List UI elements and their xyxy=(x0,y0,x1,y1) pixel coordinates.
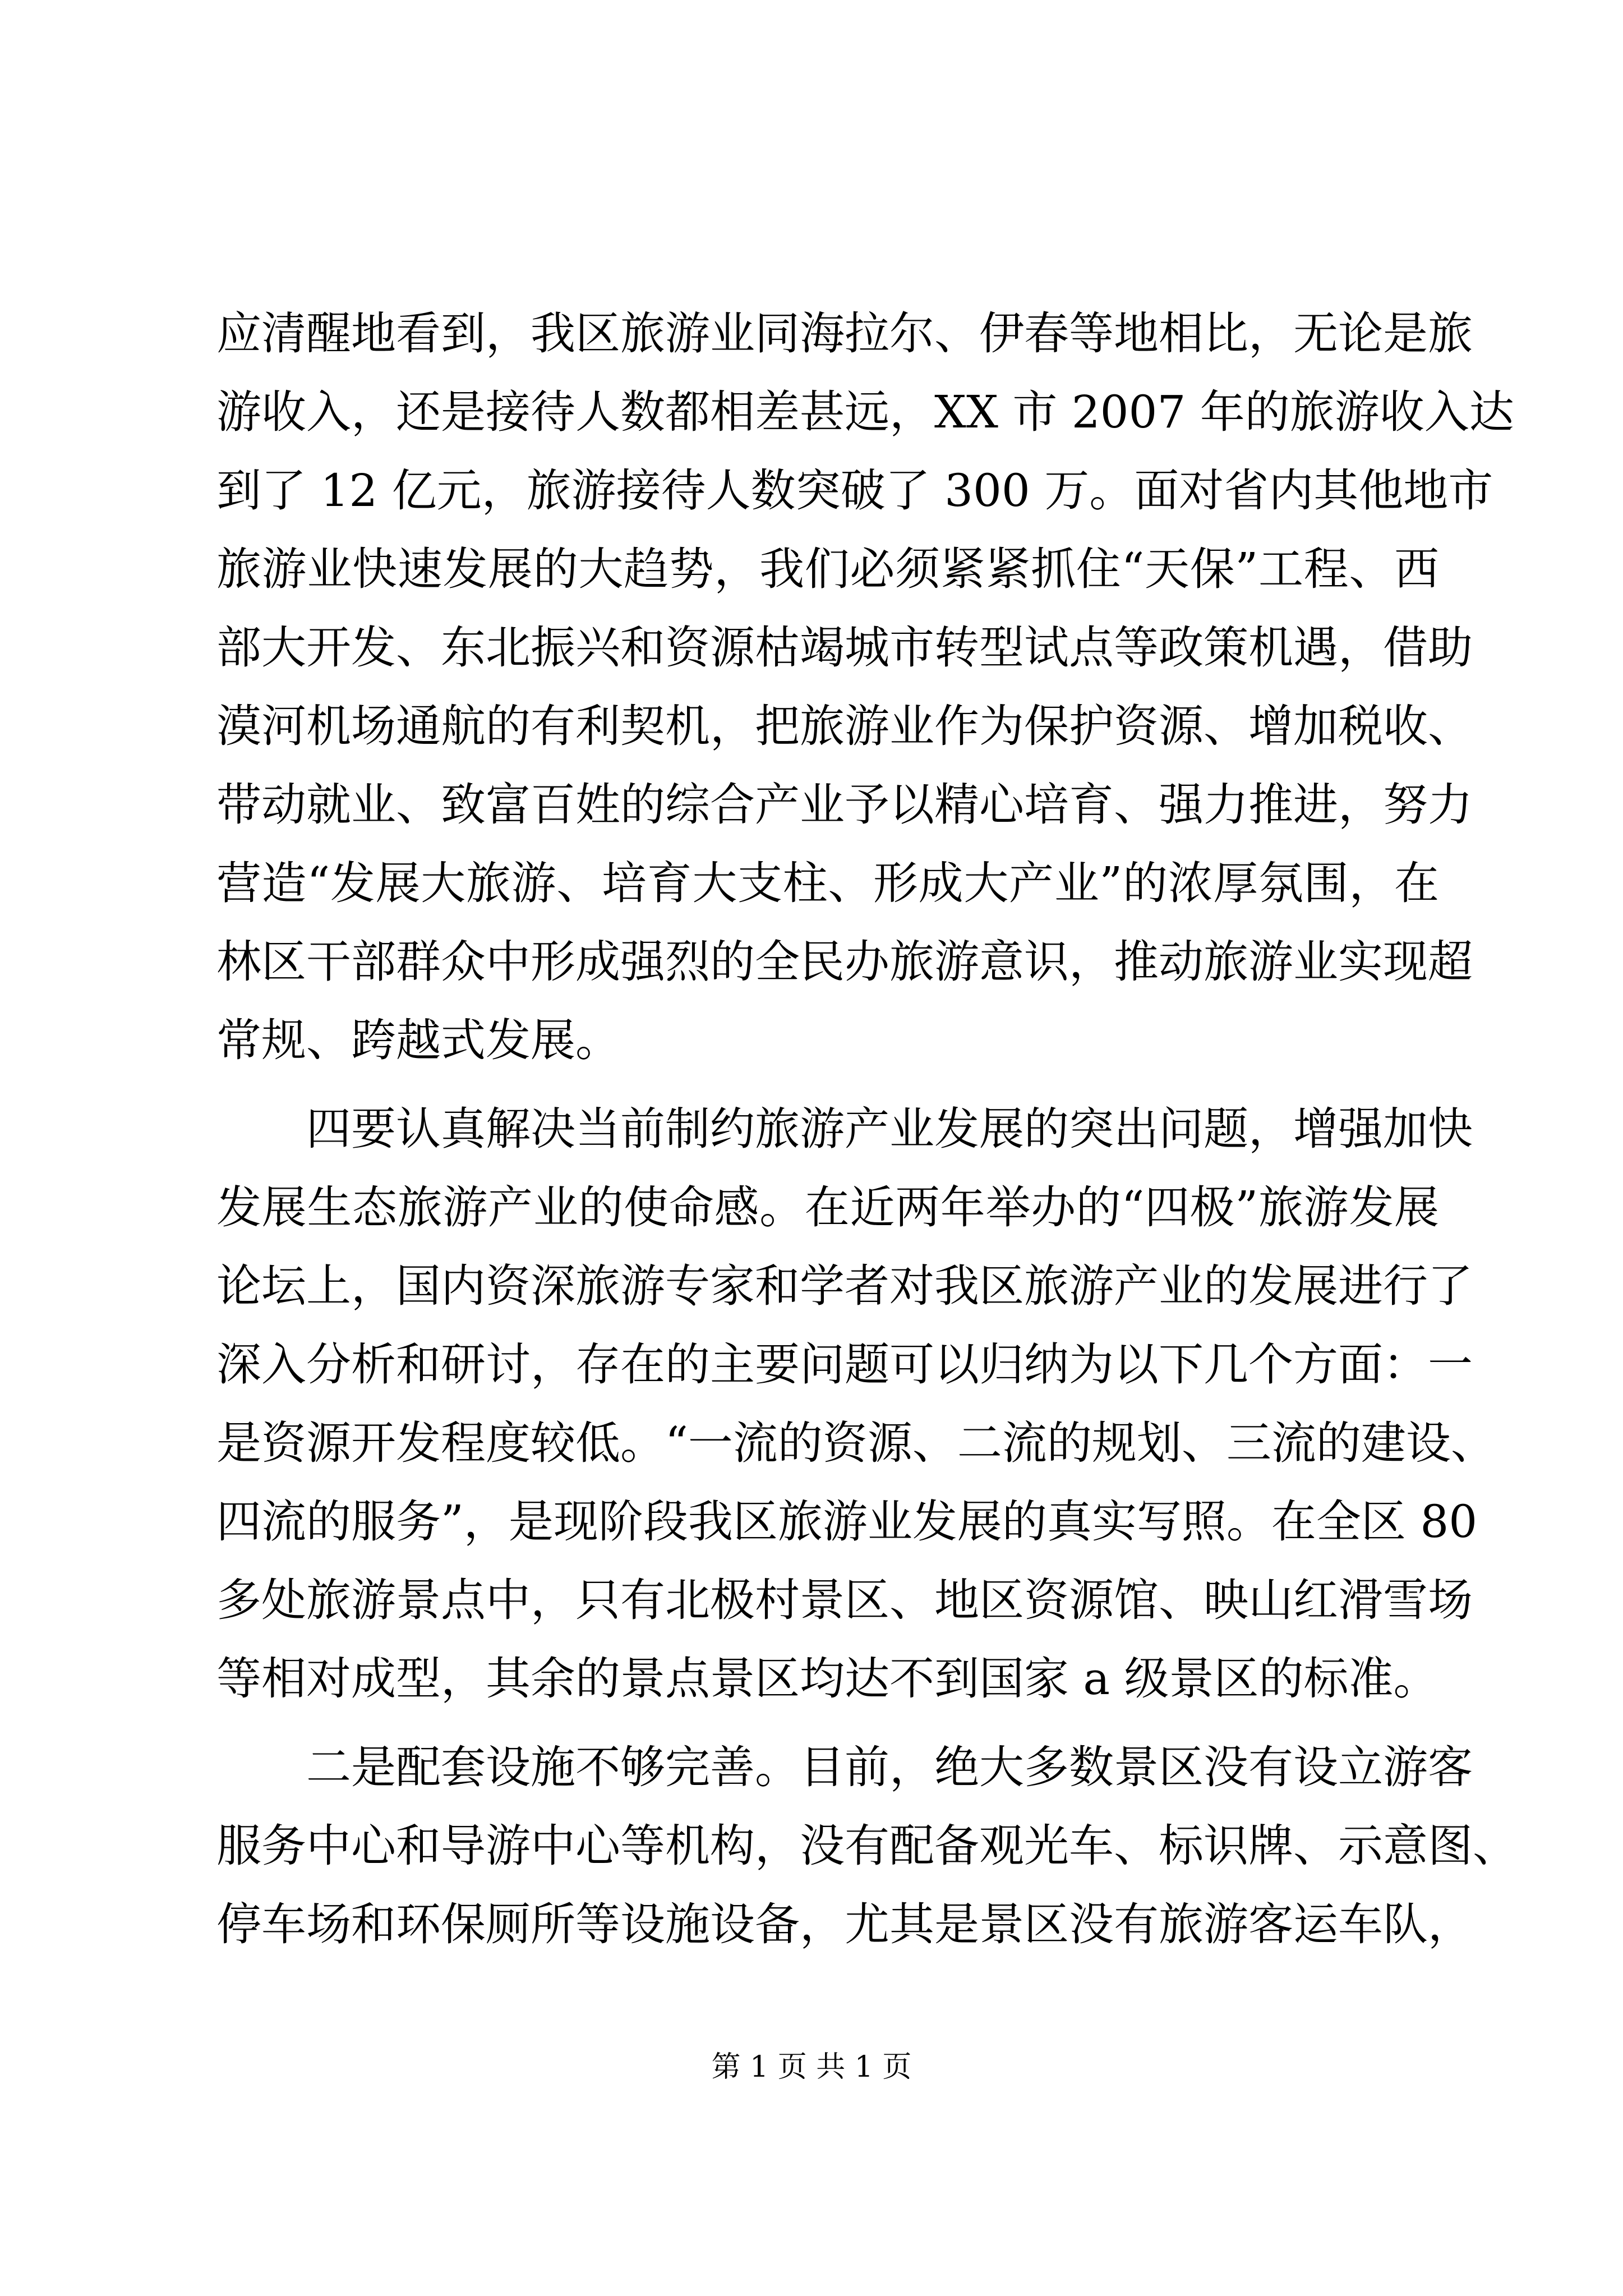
paragraph xyxy=(216,1090,1496,1718)
text-line: 多处旅游景点中，只有北极村景区、地区资源馆、映山红滑雪场 xyxy=(216,1574,1473,1626)
text-line: 四要认真解决当前制约旅游产业发展的突出问题，增强加快 xyxy=(306,1103,1473,1155)
text-line: 发展生态旅游产业的使命感。在近两年举办的“四极”旅游发展 xyxy=(216,1181,1439,1234)
text-line: 二是配套设施不够完善。目前，绝大多数景区没有设立游客 xyxy=(306,1741,1473,1793)
text-line: 停车场和环保厕所等设施设备，尤其是景区没有旅游客运车队， xyxy=(216,1898,1473,1950)
text-line: 深入分析和研讨，存在的主要问题可以归纳为以下几个方面：一 xyxy=(216,1338,1473,1391)
paragraph xyxy=(216,295,1514,1080)
text-line: 漠河机场通航的有利契机，把旅游业作为保护资源、增加税收、 xyxy=(216,700,1473,752)
text-line: 论坛上，国内资深旅游专家和学者对我区旅游产业的发展进行了 xyxy=(216,1260,1473,1312)
text-line: 是资源开发程度较低。“一流的资源、二流的规划、三流的建设、 xyxy=(216,1417,1496,1469)
text-line: 常规、跨越式发展。 xyxy=(216,1014,620,1066)
text-line: 部大开发、东北振兴和资源枯竭城市转型试点等政策机遇，借助 xyxy=(216,622,1473,674)
text-line: 到了 12 亿元，旅游接待人数突破了 300 万。面对省内其他地市 xyxy=(216,464,1493,517)
text-line: 营造“发展大旅游、培育大支柱、形成大产业”的浓厚氛围，在 xyxy=(216,857,1439,909)
document-body xyxy=(216,295,1518,1964)
paragraph xyxy=(216,1728,1518,1964)
text-line: 服务中心和导游中心等机构，没有配备观光车、标识牌、示意图、 xyxy=(216,1820,1518,1872)
text-line: 带动就业、致富百姓的综合产业予以精心培育、强力推进，努力 xyxy=(216,779,1473,831)
page-number-footer: 第 1 页 共 1 页 xyxy=(711,2050,912,2084)
text-line: 等相对成型，其余的景点景区均达不到国家 a 级景区的标准。 xyxy=(216,1653,1438,1705)
text-line: 旅游业快速发展的大趋势，我们必须紧紧抓住“天保”工程、西 xyxy=(216,543,1439,595)
text-line: 应清醒地看到，我区旅游业同海拉尔、伊春等地相比，无论是旅 xyxy=(216,307,1473,360)
text-line: 游收入，还是接待人数都相差甚远，XX 市 2007 年的旅游收入达 xyxy=(216,386,1514,438)
text-line: 林区干部群众中形成强烈的全民办旅游意识，推动旅游业实现超 xyxy=(216,936,1473,988)
text-line: 四流的服务”，是现阶段我区旅游业发展的真实写照。在全区 80 xyxy=(216,1496,1478,1548)
